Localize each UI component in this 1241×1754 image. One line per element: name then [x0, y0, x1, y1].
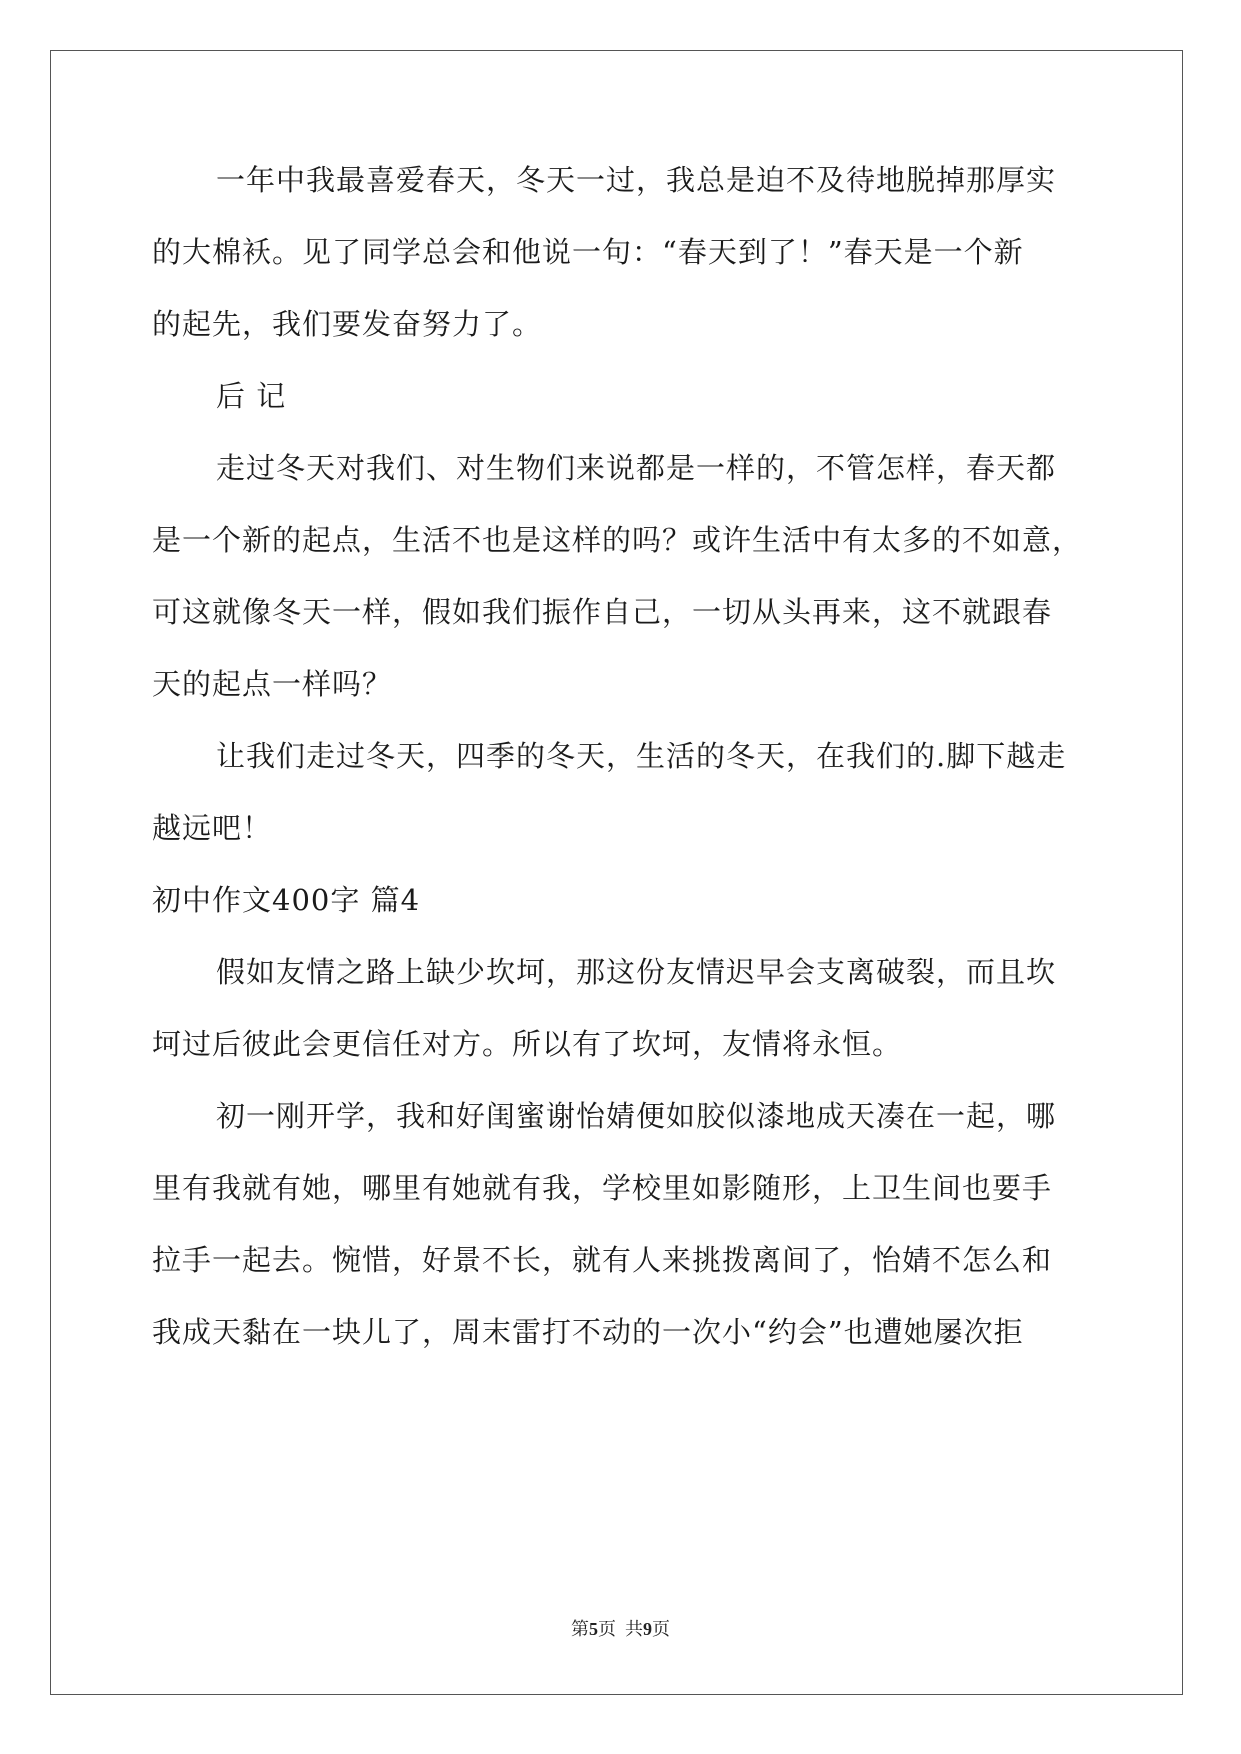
total-page-number: 9 — [643, 1619, 652, 1639]
text-line: 让我们走过冬天，四季的冬天，生活的冬天，在我们的.脚下越走 — [216, 739, 1067, 773]
text-line: 坷过后彼此会更信任对方。所以有了坎坷，友情将永恒。 — [152, 1027, 903, 1061]
text-line: 的大棉袄。见了同学总会和他说一句：“春天到了！”春天是一个新 — [152, 235, 1024, 269]
text-line: 拉手一起去。惋惜，好景不长，就有人来挑拨离间了，怡婧不怎么和 — [152, 1243, 1053, 1277]
page-footer — [0, 1615, 1241, 1641]
text-line: 是一个新的起点，生活不也是这样的吗？或许生活中有太多的不如意， — [152, 523, 1083, 557]
text-line: 天的起点一样吗？ — [152, 667, 393, 701]
text-line: 我成天黏在一块儿了，周末雷打不动的一次小“约会”也遭她屡次拒 — [152, 1315, 1024, 1349]
section-title: 初中作文400字 篇4 — [152, 883, 421, 917]
text-line: 假如友情之路上缺少坎坷，那这份友情迟早会支离破裂，而且坎 — [216, 955, 1057, 989]
current-page-number: 5 — [589, 1619, 598, 1639]
text-line: 里有我就有她，哪里有她就有我，学校里如影随形，上卫生间也要手 — [152, 1171, 1053, 1205]
footer-prefix: 第 — [571, 1619, 589, 1639]
text-line: 的起先，我们要发奋努力了。 — [152, 307, 543, 341]
text-line: 一年中我最喜爱春天，冬天一过，我总是迫不及待地脱掉那厚实 — [216, 163, 1057, 197]
text-line: 越远吧！ — [152, 811, 273, 845]
footer-suffix: 页 — [652, 1619, 670, 1639]
afterword-heading: 后 记 — [216, 379, 287, 413]
text-line: 初一刚开学，我和好闺蜜谢怡婧便如胶似漆地成天凑在一起，哪 — [216, 1099, 1057, 1133]
text-line: 可这就像冬天一样，假如我们振作自己，一切从头再来，这不就跟春 — [152, 595, 1053, 629]
text-line: 走过冬天对我们、对生物们来说都是一样的，不管怎样，春天都 — [216, 451, 1057, 485]
footer-middle: 页 共 — [598, 1619, 643, 1639]
page-frame — [50, 50, 1183, 1695]
